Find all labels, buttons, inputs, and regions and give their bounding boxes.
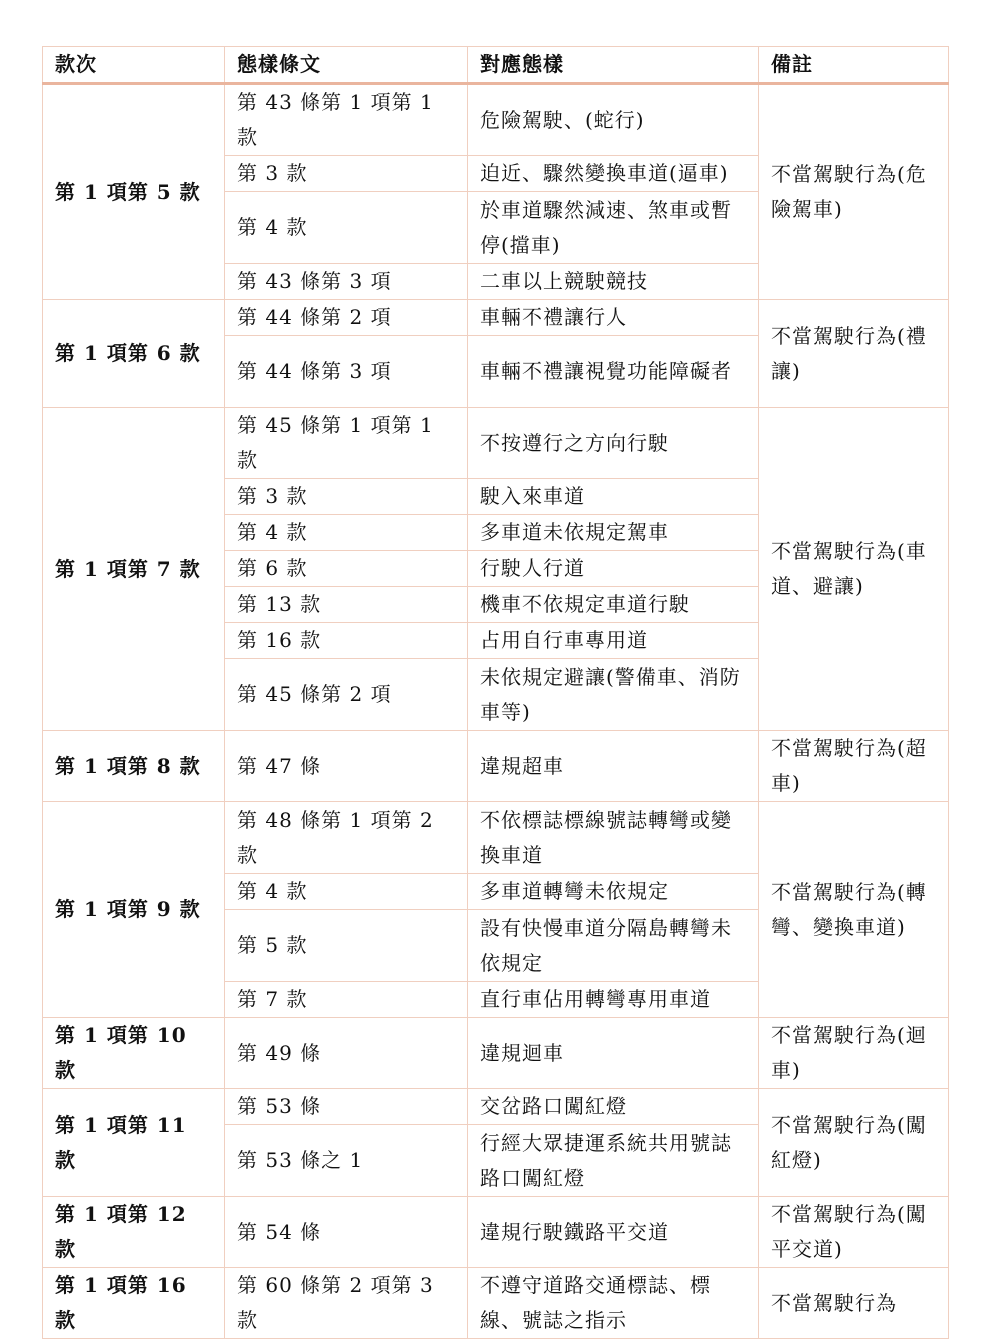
paragraph-cell: 第 1 項第 8 款 — [43, 731, 225, 802]
table-row — [43, 300, 949, 336]
header-pattern: 對應態樣 — [468, 47, 759, 84]
article-cell: 第 49 條 — [225, 1018, 468, 1089]
article-cell: 第 6 款 — [225, 551, 468, 587]
pattern-cell: 行駛人行道 — [468, 551, 759, 587]
paragraph-cell: 第 1 項第 7 款 — [43, 408, 225, 731]
header-article: 態樣條文 — [225, 47, 468, 84]
pattern-cell: 二車以上競駛競技 — [468, 264, 759, 300]
pattern-cell: 多車道轉彎未依規定 — [468, 874, 759, 910]
table-row — [43, 84, 949, 156]
article-cell: 第 48 條第 1 項第 2 款 — [225, 802, 468, 874]
paragraph-cell: 第 1 項第 5 款 — [43, 84, 225, 300]
pattern-cell: 違規行駛鐵路平交道 — [468, 1197, 759, 1268]
article-cell: 第 45 條第 1 項第 1 款 — [225, 408, 468, 479]
pattern-cell: 危險駕駛、(蛇行) — [468, 84, 759, 156]
article-cell: 第 43 條第 1 項第 1 款 — [225, 84, 468, 156]
pattern-cell: 占用自行車專用道 — [468, 623, 759, 659]
table-row — [43, 731, 949, 802]
header-note: 備註 — [759, 47, 949, 84]
article-cell: 第 4 款 — [225, 515, 468, 551]
note-cell: 不當駕駛行為(禮讓) — [759, 300, 949, 408]
table-row — [43, 1268, 949, 1339]
note-cell: 不當駕駛行為 — [759, 1268, 949, 1339]
pattern-cell: 駛入來車道 — [468, 479, 759, 515]
table-row — [43, 408, 949, 479]
paragraph-cell: 第 1 項第 16 款 — [43, 1268, 225, 1339]
article-cell: 第 43 條第 3 項 — [225, 264, 468, 300]
pattern-cell: 不依標誌標線號誌轉彎或變換車道 — [468, 802, 759, 874]
article-cell: 第 16 款 — [225, 623, 468, 659]
article-cell: 第 4 款 — [225, 874, 468, 910]
header-paragraph: 款次 — [43, 47, 225, 84]
table-body — [43, 84, 949, 1339]
pattern-cell: 交岔路口闖紅燈 — [468, 1089, 759, 1125]
article-cell: 第 44 條第 3 項 — [225, 336, 468, 408]
note-cell: 不當駕駛行為(超車) — [759, 731, 949, 802]
note-cell: 不當駕駛行為(危險駕車) — [759, 84, 949, 300]
pattern-cell: 不按遵行之方向行駛 — [468, 408, 759, 479]
article-cell: 第 45 條第 2 項 — [225, 659, 468, 731]
paragraph-cell: 第 1 項第 10 款 — [43, 1018, 225, 1089]
article-cell: 第 13 款 — [225, 587, 468, 623]
pattern-cell: 未依規定避讓(警備車、消防車等) — [468, 659, 759, 731]
article-cell: 第 3 款 — [225, 156, 468, 192]
article-cell: 第 60 條第 2 項第 3 款 — [225, 1268, 468, 1339]
article-cell: 第 44 條第 2 項 — [225, 300, 468, 336]
table-row — [43, 1089, 949, 1125]
table-row — [43, 1197, 949, 1268]
note-cell: 不當駕駛行為(轉彎、變換車道) — [759, 802, 949, 1018]
article-cell: 第 4 款 — [225, 192, 468, 264]
article-cell: 第 53 條之 1 — [225, 1125, 468, 1197]
article-cell: 第 7 款 — [225, 982, 468, 1018]
pattern-cell: 直行車佔用轉彎專用車道 — [468, 982, 759, 1018]
note-cell: 不當駕駛行為(闖平交道) — [759, 1197, 949, 1268]
pattern-cell: 違規迴車 — [468, 1018, 759, 1089]
pattern-cell: 車輛不禮讓視覺功能障礙者 — [468, 336, 759, 408]
table-row — [43, 1018, 949, 1089]
note-cell: 不當駕駛行為(闖紅燈) — [759, 1089, 949, 1197]
pattern-cell: 不遵守道路交通標誌、標線、號誌之指示 — [468, 1268, 759, 1339]
article-cell: 第 47 條 — [225, 731, 468, 802]
pattern-cell: 機車不依規定車道行駛 — [468, 587, 759, 623]
article-cell: 第 3 款 — [225, 479, 468, 515]
pattern-cell: 迫近、驟然變換車道(逼車) — [468, 156, 759, 192]
law-table — [42, 46, 949, 1339]
pattern-cell: 於車道驟然減速、煞車或暫停(擋車) — [468, 192, 759, 264]
pattern-cell: 多車道未依規定駕車 — [468, 515, 759, 551]
paragraph-cell: 第 1 項第 9 款 — [43, 802, 225, 1018]
note-cell: 不當駕駛行為(車道、避讓) — [759, 408, 949, 731]
paragraph-cell: 第 1 項第 11 款 — [43, 1089, 225, 1197]
paragraph-cell: 第 1 項第 12 款 — [43, 1197, 225, 1268]
article-cell: 第 54 條 — [225, 1197, 468, 1268]
pattern-cell: 設有快慢車道分隔島轉彎未依規定 — [468, 910, 759, 982]
article-cell: 第 5 款 — [225, 910, 468, 982]
pattern-cell: 違規超車 — [468, 731, 759, 802]
article-cell: 第 53 條 — [225, 1089, 468, 1125]
paragraph-cell: 第 1 項第 6 款 — [43, 300, 225, 408]
note-cell: 不當駕駛行為(迴車) — [759, 1018, 949, 1089]
pattern-cell: 行經大眾捷運系統共用號誌路口闖紅燈 — [468, 1125, 759, 1197]
table-row — [43, 802, 949, 874]
header-row — [43, 47, 949, 84]
pattern-cell: 車輛不禮讓行人 — [468, 300, 759, 336]
